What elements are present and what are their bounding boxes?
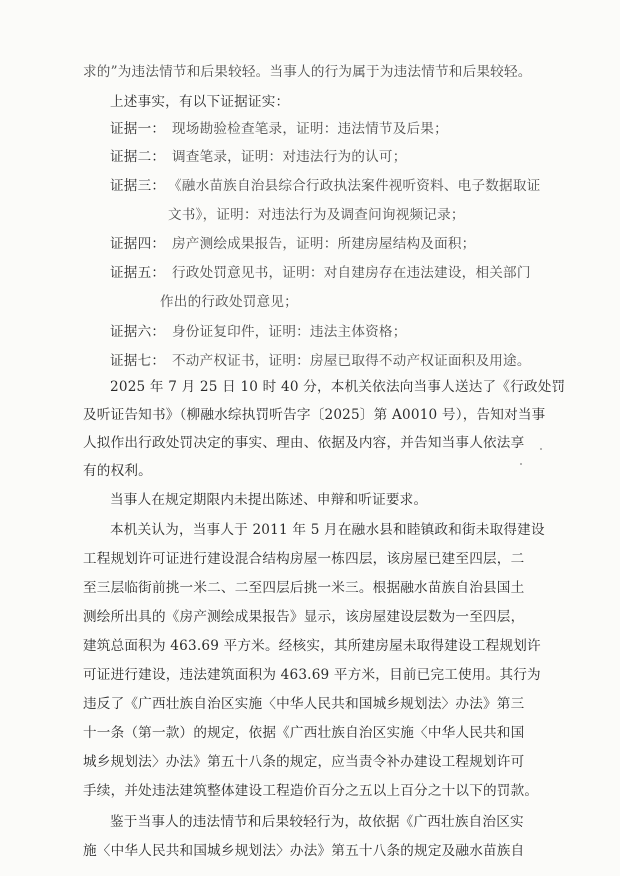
evidence-text: 身份证复印件，证明：违法主体资格； (172, 324, 407, 340)
text-line: 工程规划许可证进行建设混合结构房屋一栋四层，该房屋已建至四层，二 (83, 551, 525, 567)
text-line: 求的”为违法情节和后果较轻。当事人的行为属于为违法情节和后果较轻。 (83, 64, 532, 80)
evidence-text: 文书》，证明：对违法行为及调查问询视频记录； (168, 207, 465, 223)
evidence-label: 证据五： (110, 265, 166, 281)
text-line: 人拟作出行政处罚决定的事实、理由、依据及内容，并告知当事人依法享 (83, 435, 525, 451)
text-line: 至三层临街前挑一米二、二至四层后挑一米三。根据融水苗族自治县国土 (83, 580, 525, 596)
evidence-text: 《融水苗族自治县综合行政执法案件视听资料、电子数据取证 (168, 178, 541, 194)
text-line: 施〈中华人民共和国城乡规划法〉办法》第五十八条的规定及融水苗族自 (83, 843, 525, 859)
text-line: 鉴于当事人的违法情节和后果较轻行为，故依据《广西壮族自治区实 (110, 814, 524, 830)
evidence-text: 调查笔录，证明：对违法行为的认可； (172, 149, 407, 165)
text-line: 有的权利。 (83, 463, 152, 479)
evidence-label: 证据四： (110, 236, 166, 252)
text-line: 上述事实，有以下证据证实： (110, 94, 290, 110)
text-line: 城乡规划法〉办法》第五十八条的规定，应当责令补办建设工程规划许可 (83, 754, 525, 770)
text-line: 2025 年 7 月 25 日 10 时 40 分，本机关依法向当事人送达了《行政处罚 (110, 379, 566, 395)
text-line: 及听证告知书》（柳融水综执罚听告字〔2025〕第 A0010 号），告知对当事 (83, 407, 546, 423)
text-line: 手续，并处违法建筑整体建设工程造价百分之五以上百分之十以下的罚款。 (83, 783, 539, 799)
evidence-text: 现场勘验检查笔录，证明：违法情节及后果； (172, 121, 448, 137)
evidence-label: 证据二： (110, 149, 166, 165)
evidence-label: 证据七： (110, 353, 166, 369)
text-line: 违反了《广西壮族自治区实施〈中华人民共和国城乡规划法〉办法》第三 (83, 696, 525, 712)
text-line: 建筑总面积为 463.69 平方米。经核实，其所建房屋未取得建设工程规划许 (83, 638, 541, 654)
evidence-label: 证据一： (110, 121, 166, 137)
evidence-text: 行政处罚意见书，证明：对自建房存在违法建设，相关部门 (172, 265, 531, 281)
text-line: 十一条（第一款）的规定，依据《广西壮族自治区实施〈中华人民共和国 (83, 725, 525, 741)
evidence-text: 不动产权证书，证明：房屋已取得不动产权证面积及用途。 (172, 353, 531, 369)
text-line: 测绘所出具的《房产测绘成果报告》显示，该房屋建设层数为一至四层， (83, 609, 525, 625)
scan-speck (540, 448, 542, 450)
scan-speck (520, 463, 522, 465)
evidence-label: 证据三： (110, 178, 166, 194)
evidence-text: 作出的行政处罚意见； (160, 294, 298, 310)
text-line: 可证进行建设，违法建筑面积为 463.69 平方米，目前已完工使用。其行为 (83, 667, 541, 683)
text-line: 本机关认为，当事人于 2011 年 5 月在融水县和睦镇政和街未取得建设 (110, 522, 545, 538)
evidence-label: 证据六： (110, 324, 166, 340)
text-line: 当事人在规定期限内未提出陈述、申辩和听证要求。 (110, 492, 428, 508)
evidence-text: 房产测绘成果报告，证明：所建房屋结构及面积； (172, 236, 476, 252)
